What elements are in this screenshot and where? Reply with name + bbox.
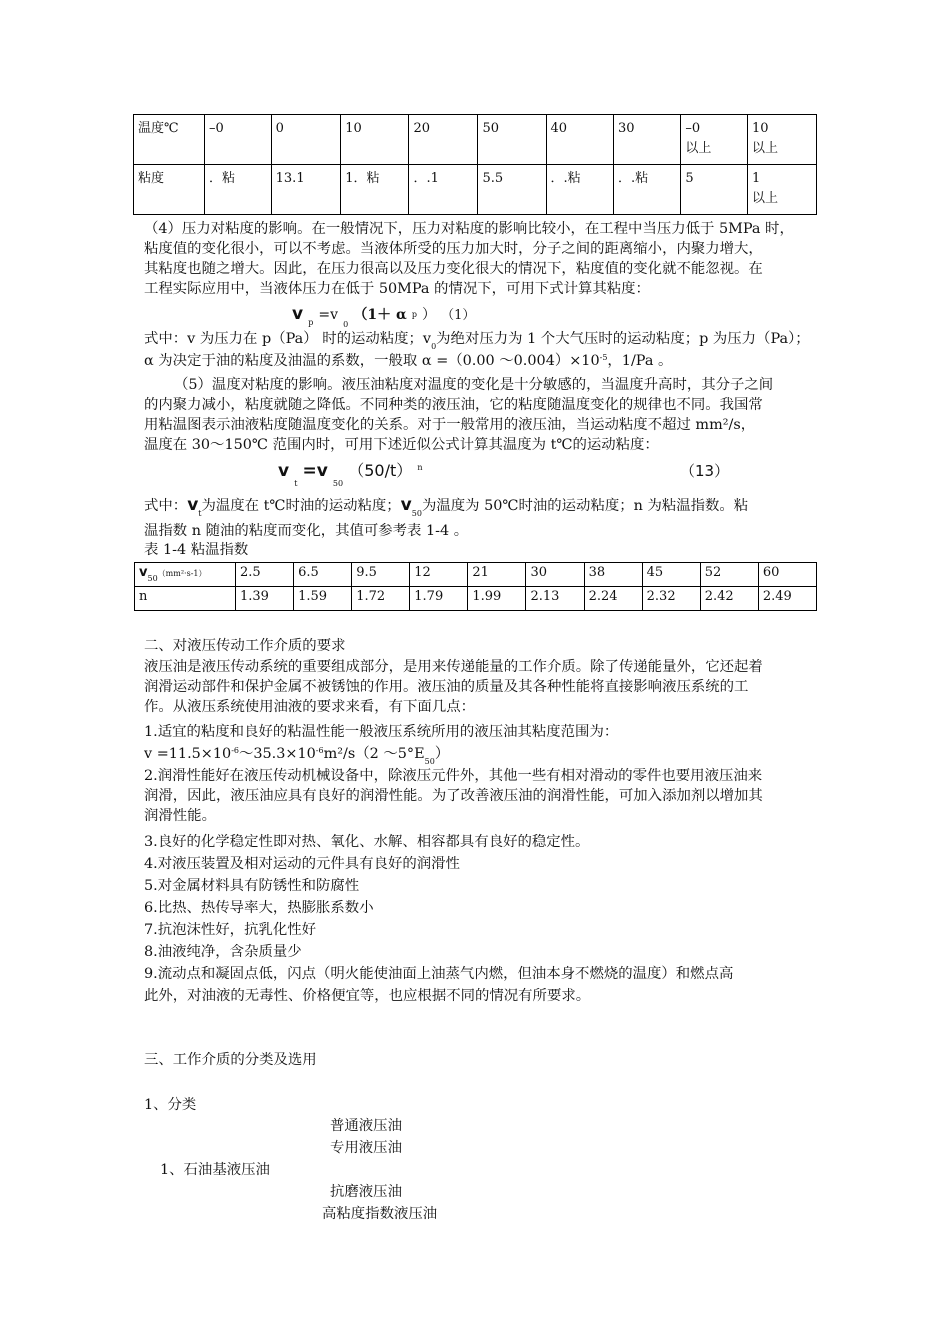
list-item: 9.流动点和凝固点低，闪点（明火能使油面上油蒸气内燃，但油本身不燃烧的温度）和燃点高: [144, 966, 734, 982]
table-row: [135, 587, 817, 611]
table-header-cell: 20: [409, 115, 478, 165]
formula-symbol: v: [292, 304, 304, 324]
text-line: （4）压力对粘度的影响。在一般情况下，压力对粘度的影响比较小，在工程中当压力低于 5MPa 时，: [144, 221, 794, 237]
table-header-cell: –0 以上: [681, 115, 748, 165]
table-cell: 1 以上: [748, 165, 817, 215]
formula-symbol: v: [139, 565, 148, 580]
text-fragment: ，1/Pa 。: [607, 353, 673, 369]
list-item: 7.抗泡沫性好，抗乳化性好: [144, 922, 317, 938]
formula-number: （1）: [441, 308, 476, 323]
table-header-cell: 30: [526, 563, 584, 587]
formula-text: ）: [434, 746, 450, 762]
list-item: 4.对液压装置及相对运动的元件具有良好的润滑性: [144, 856, 460, 872]
formula-text: m²/s（2 ～5°E: [323, 746, 425, 762]
formula-explanation-2: [144, 492, 864, 541]
table-cell: 2.49: [758, 587, 816, 611]
formula-superscript: p: [411, 310, 417, 319]
text-fragment: α 为决定于油的粘度及油温的系数，一般取 α =（0.00 ～0.004）×10: [144, 353, 600, 369]
formula-body: （50/t）: [348, 461, 413, 480]
table-cell: 1.99: [468, 587, 526, 611]
table-header-cell: 52: [700, 563, 758, 587]
classification-item: 普通液压油: [330, 1118, 402, 1134]
paragraph-temperature-effect: [144, 375, 864, 455]
requirement-1: 1.适宜的粘度和良好的粘温性能一般液压系统所用的液压油其粘度范围为：: [144, 724, 619, 740]
table-row-label: n: [135, 587, 236, 611]
table-cell: 2.24: [584, 587, 642, 611]
text-fragment: 为温度在 t℃时油的运动粘度；: [201, 498, 401, 514]
requirement-list: [144, 832, 864, 1008]
text-line: 2.润滑性能好在液压传动机械设备中，除液压元件外，其他一些有相对滑动的零件也要用液压油来: [144, 768, 763, 784]
text-line: 其粘度也随之增大。因此，在压力很高以及压力变化很大的情况下，粘度值的变化就不能忽视。在: [144, 261, 763, 277]
text-line: 温度在 30～150℃ 范围内时，可用下述近似公式计算其温度为 t℃的运动粘度：: [144, 437, 659, 453]
viscosity-index-table: [134, 562, 817, 611]
section-title: 三、工作介质的分类及选用: [144, 1052, 317, 1068]
formula-subscript: 50: [332, 479, 344, 488]
table-header-cell: 30: [613, 115, 680, 165]
formula-temperature-viscosity: [278, 458, 798, 488]
text-fragment: 式中：v 为压力在 p（Pa） 时的运动粘度；v: [144, 331, 432, 347]
text-line: 工程实际应用中，当液体压力在低于 50MPa 的情况下，可用下式计算其粘度：: [144, 281, 650, 297]
table-header-row: [134, 115, 817, 165]
formula-symbol: v: [400, 495, 412, 515]
table-cell: ．粘: [205, 165, 272, 215]
formula-subscript: p: [308, 318, 314, 327]
table-cell: 1.59: [294, 587, 352, 611]
classification-item: 高粘度指数液压油: [322, 1206, 438, 1222]
table-cell: 粘度: [134, 165, 205, 215]
formula-superscript: -5: [599, 353, 608, 362]
table-header-cell: 9.5: [352, 563, 410, 587]
table-caption: 表 1-4 粘温指数: [144, 542, 249, 558]
table-cell: ．.粘: [613, 165, 680, 215]
table-cell: 1.79: [410, 587, 468, 611]
text-fragment: 为绝对压力为 1 个大气压时的运动粘度；p 为压力（Pa）；: [436, 331, 810, 347]
table-row: [134, 165, 817, 215]
formula-symbol: v: [187, 495, 199, 515]
text-line: 的内聚力减小，粘度就随之降低。不同种类的液压油，它的粘度随温度变化的规律也不同。我国常: [144, 397, 763, 413]
text-line: 润滑性能。: [144, 808, 216, 824]
formula-symbol: v: [278, 461, 290, 481]
formula-subscript: t: [198, 509, 202, 518]
formula-tail: ）: [422, 307, 437, 323]
table-header-cell: 10 以上: [748, 115, 817, 165]
table-cell: 1.72: [352, 587, 410, 611]
text-line: （5）温度对粘度的影响。液压油粘度对温度的变化是十分敏感的，当温度升高时，其分子之间: [174, 377, 774, 393]
formula-subscript: 0: [431, 342, 437, 351]
table-cell: 2.13: [526, 587, 584, 611]
table-header-cell: 温度℃: [134, 115, 205, 165]
classification-subheading: 1、石油基液压油: [160, 1162, 270, 1178]
text-fragment: 式中：: [144, 498, 188, 514]
formula-subscript: 50: [411, 509, 422, 518]
table-cell: 1．粘: [341, 165, 409, 215]
section-intro: [144, 657, 864, 717]
table-cell: 5: [681, 165, 748, 215]
section-title: 二、对液压传动工作介质的要求: [144, 638, 346, 654]
table-header-cell: 50: [478, 115, 546, 165]
formula-equals: =v: [302, 461, 328, 481]
requirement-2: [144, 766, 864, 826]
text-line: 润滑运动部件和保护金属不被锈蚀的作用。液压油的质量及其各种性能将直接影响液压系统的工: [144, 679, 749, 695]
table-header-cell: 40: [546, 115, 613, 165]
viscosity-temperature-table: [133, 114, 817, 215]
text-line: 用粘温图表示油液粘度随温度变化的关系。对于一般常用的液压油，当运动粘度不超过 mm²/s，: [144, 417, 756, 433]
list-item: 8.油液纯净，含杂质量少: [144, 944, 302, 960]
table-header-cell: 38: [584, 563, 642, 587]
formula-subscript: 50: [424, 757, 435, 766]
list-item: 3.良好的化学稳定性即对热、氧化、水解、相容都具有良好的稳定性。: [144, 834, 590, 850]
table-cell: ．.1: [409, 165, 478, 215]
table-cell: 1.39: [236, 587, 294, 611]
paragraph-pressure-effect: [144, 219, 864, 299]
text-line: 温指数 n 随油的粘度而变化，其值可参考表 1-4 。: [144, 523, 469, 539]
list-item: 此外，对油液的无毒性、价格便宜等，也应根据不同的情况有所要求。: [144, 988, 591, 1004]
table-header-cell: 2.5: [236, 563, 294, 587]
formula-subscript: t: [294, 479, 298, 488]
text-line: 润滑，因此，液压油应具有良好的润滑性能。为了改善液压油的润滑性能，可加入添加剂以增加其: [144, 788, 763, 804]
unit-text: （mm²·s-1）: [157, 569, 207, 578]
formula-text: v =11.5×10: [144, 746, 232, 762]
list-item: 6.比热、热传导率大，热膨胀系数小: [144, 900, 374, 916]
text-line: 作。从液压系统使用油液的要求来看，有下面几点：: [144, 699, 475, 715]
classification-item: 专用液压油: [330, 1140, 402, 1156]
formula-superscript: n: [417, 463, 423, 472]
table-cell: 2.42: [700, 587, 758, 611]
table-cell: 5.5: [478, 165, 546, 215]
table-header-cell: 12: [410, 563, 468, 587]
formula-body: （1＋ α: [353, 307, 407, 323]
formula-equals: =v: [318, 307, 339, 323]
text-line: 粘度值的变化很小，可以不考虑。当液体所受的压力加大时，分子之间的距离缩小，内聚力增大，: [144, 241, 763, 257]
table-header-cell: 21: [468, 563, 526, 587]
table-header-cell: 0: [271, 115, 341, 165]
table-header-cell: 60: [758, 563, 816, 587]
formula-subscript: 0: [343, 320, 349, 329]
formula-superscript: -6: [315, 746, 324, 755]
table-header-cell: –0: [205, 115, 272, 165]
list-item: 5.对金属材料具有防锈性和防腐性: [144, 878, 360, 894]
table-header-cell: 45: [642, 563, 700, 587]
classification-heading: 1、分类: [144, 1097, 197, 1113]
formula-subscript: 50: [147, 574, 158, 583]
classification-item: 抗磨液压油: [330, 1184, 402, 1200]
requirement-1-formula: [144, 744, 449, 766]
formula-number: （13）: [680, 462, 730, 480]
formula-explanation-1: [144, 329, 864, 373]
text-fragment: 为温度为 50℃时油的运动粘度；n 为粘温指数。粘: [421, 498, 749, 514]
table-cell: 13.1: [271, 165, 341, 215]
text-line: 液压油是液压传动系统的重要组成部分，是用来传递能量的工作介质。除了传递能量外，它还起着: [144, 659, 763, 675]
table-header-cell: 10: [341, 115, 409, 165]
formula-superscript: -6: [231, 746, 239, 755]
table-header-row: [135, 563, 817, 587]
table-header-label: [135, 563, 236, 587]
table-header-cell: 6.5: [294, 563, 352, 587]
table-cell: 2.32: [642, 587, 700, 611]
table-cell: ．.粘: [546, 165, 613, 215]
formula-text: ～35.3×10: [238, 746, 316, 762]
